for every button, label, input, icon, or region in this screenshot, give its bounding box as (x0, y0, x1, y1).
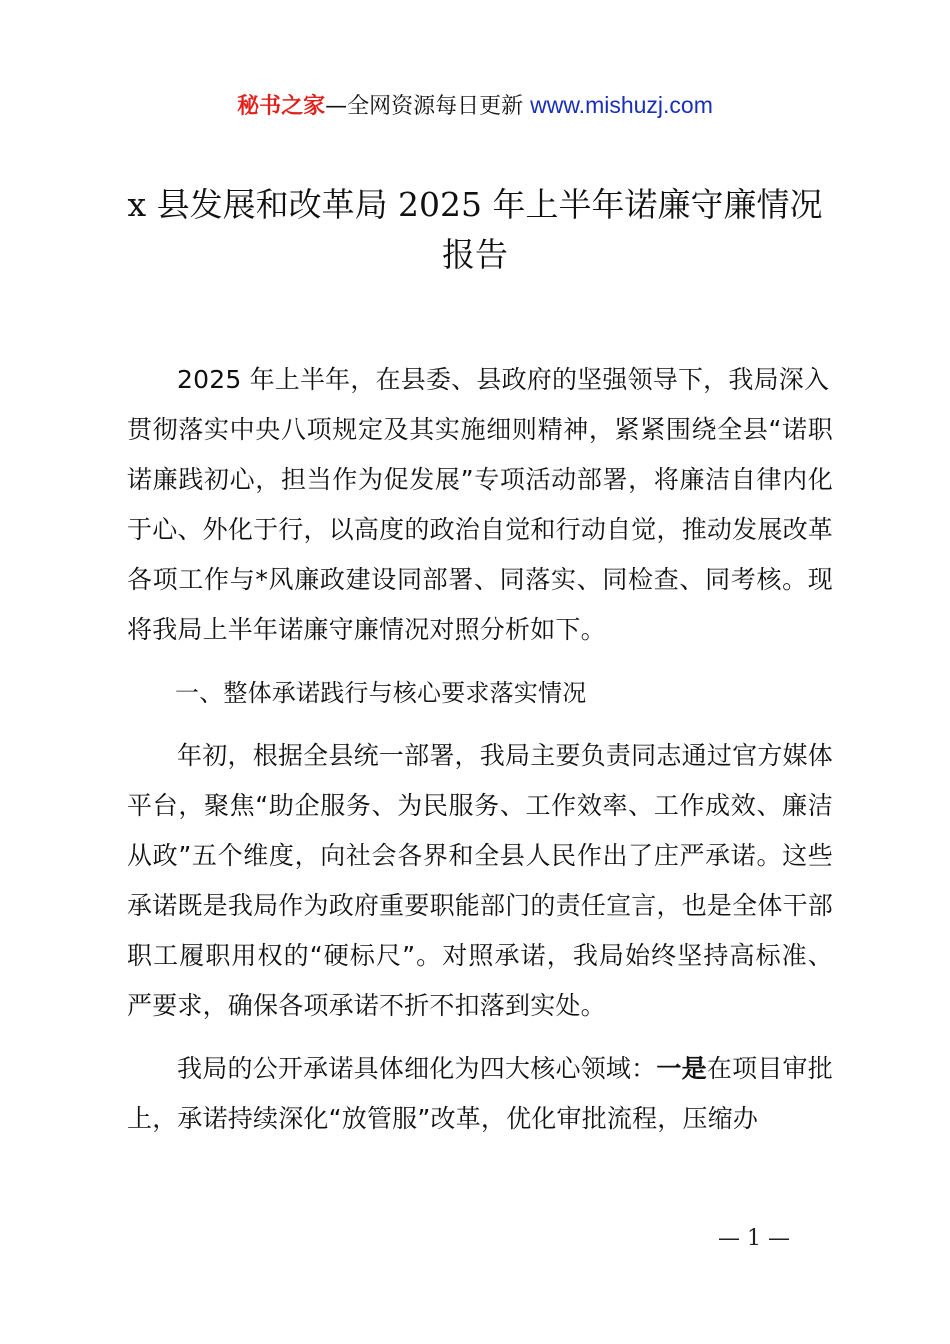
document-title (100, 180, 850, 280)
commitment-line-6: 高标准、严要求，确保各项承诺不折不扣落到实处。 (127, 941, 833, 1020)
core-areas-line-1-tail: 在项目审 (706, 1054, 808, 1083)
document-title-line-2: 报告 (442, 235, 508, 274)
site-tagline: —全网资源每日更新 (325, 94, 531, 119)
commitment-line-2: 体平台，聚焦“助企服务、为民服务、工作效率、工作成效、 (127, 741, 833, 820)
page-number: — 1 — (718, 1226, 790, 1251)
commitment-line-5: 体干部职工履职用权的“硬标尺”。对照承诺，我局始终坚持 (127, 891, 833, 970)
intro-line-6: 核。现将我局上半年诺廉守廉情况对照分析如下。 (127, 565, 833, 644)
document-body (127, 355, 833, 1144)
intro-line-5: 展改革各项工作与*风廉政建设同部署、同落实、同检查、同考 (127, 515, 833, 594)
site-url-link[interactable]: www.mishuzj.com (530, 92, 713, 118)
commitment-line-4: 这些承诺既是我局作为政府重要职能部门的责任宣言，也是全 (127, 841, 834, 920)
intro-line-2: 贯彻落实中央八项规定及其实施细则精神，紧紧围绕全县“诺 (127, 415, 808, 444)
document-title-line-1: x 县发展和改革局 2025 年上半年诺廉守廉情况 (127, 185, 823, 224)
core-areas-line-1-text: 我局的公开承诺具体细化为四大核心领域： (177, 1054, 657, 1083)
core-areas-line-2: 批上，承诺持续深化“放管服”改革，优化审批流程，压缩办 (127, 1054, 833, 1133)
core-areas-paragraph (127, 1044, 833, 1144)
intro-line-3: 职诺廉践初心，担当作为促发展”专项活动部署，将廉洁自律 (127, 415, 833, 494)
intro-paragraph (127, 355, 833, 655)
core-areas-first-marker: 一是 (656, 1054, 707, 1083)
commitment-line-3: 廉洁从政”五个维度，向社会各界和全县人民作出了庄严承诺。 (127, 791, 834, 870)
commitment-paragraph (127, 731, 833, 1031)
intro-line-1: 2025 年上半年，在县委、县政府的坚强领导下，我局深入 (177, 365, 830, 394)
section-heading-1: 一、整体承诺践行与核心要求落实情况 (175, 679, 587, 707)
intro-line-4: 内化于心、外化于行，以高度的政治自觉和行动自觉，推动发 (127, 465, 834, 544)
site-brand: 秘书之家 (237, 94, 326, 119)
site-banner (0, 88, 950, 124)
commitment-line-1: 年初，根据全县统一部署，我局主要负责同志通过官方媒 (177, 741, 808, 770)
